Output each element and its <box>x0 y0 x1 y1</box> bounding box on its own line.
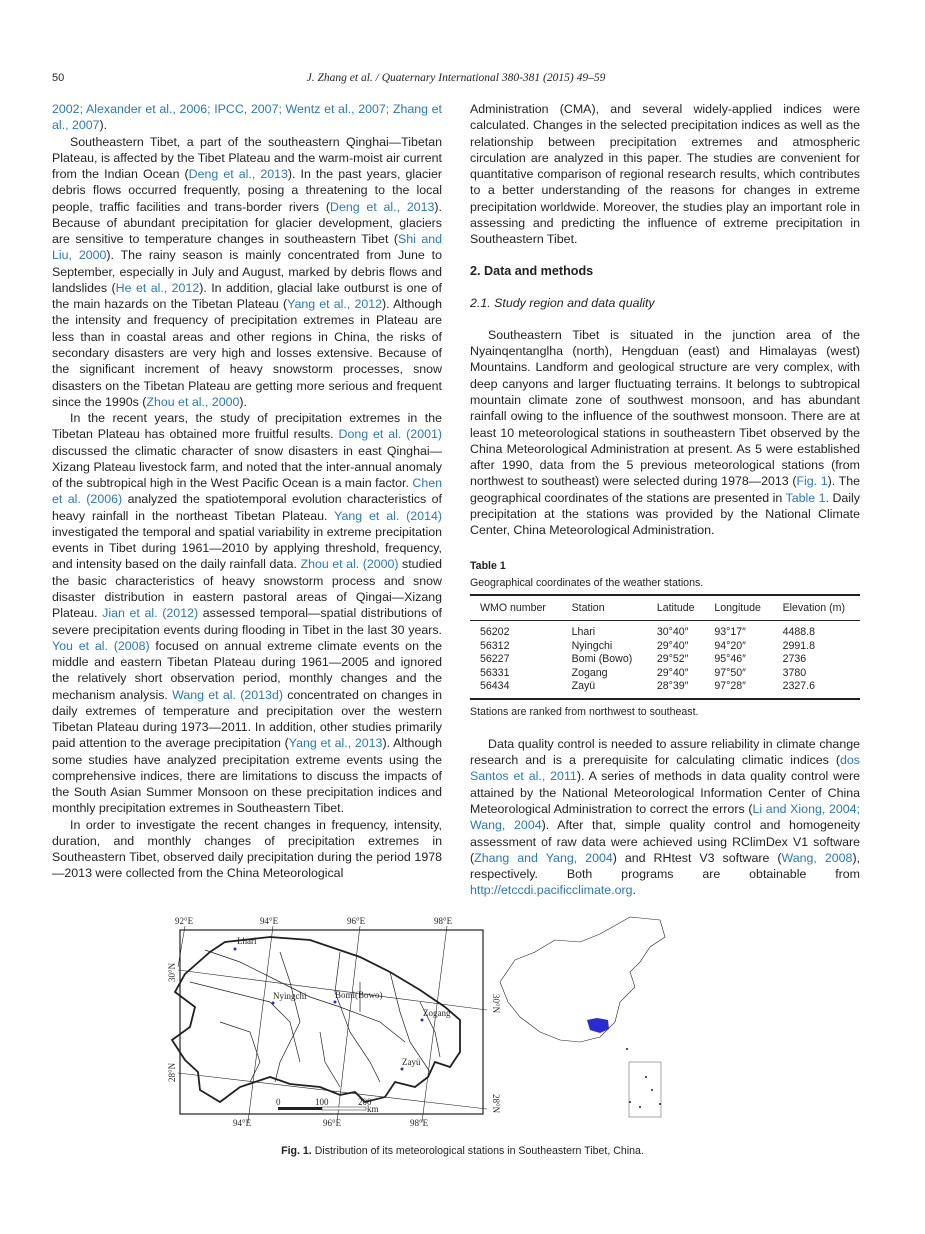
table-cell: 29°40″ <box>656 639 689 652</box>
lon-label: 98°E <box>434 916 453 926</box>
text-run: Data quality control is needed to assure reliability in climate change research and is a prerequisite for calculating climatic indices ( <box>470 736 860 768</box>
table-cell: 97°50″ <box>714 666 746 679</box>
text-run: focused on annual extreme climate events on the middle and eastern Tibetan Plateau during 1961—2005 and ignored the relatively short observation period, monthly changes and the mechanism analysis. <box>52 638 442 702</box>
station-label: Bomi(Bowo) <box>335 990 383 1000</box>
table-cell: 30°40″ <box>656 626 689 639</box>
citation-link[interactable]: 2002; Alexander et al., 2006; IPCC, 2007; Wentz et al., 2007; Zhang et al., 2007 <box>52 102 442 133</box>
station-label: Zayü <box>402 1057 421 1067</box>
table-cell: 28°39″ <box>656 680 689 693</box>
citation-link[interactable]: Shi and Liu, 2000 <box>52 232 442 263</box>
citation-link[interactable]: He et al., 2012 <box>115 280 200 295</box>
citation-link[interactable]: Wang et al. (2013d) <box>172 687 283 702</box>
citation-link[interactable]: http://etccdi.pacificclimate.org <box>470 883 633 898</box>
column-header: WMO number <box>480 601 546 614</box>
table-caption: Geographical coordinates of the weather stations. <box>470 576 704 589</box>
text-run: ). <box>239 394 247 409</box>
table-row <box>470 653 860 667</box>
text-run: ). Although some studies have analyzed precipitation extreme events using the comprehensive indices, there are limitations to discuss the impacts of the South Asian Summer Monsoon on these precipitation indices and monthly precipitation extremes in Southeastern Tibet. <box>52 736 443 816</box>
stations-table <box>470 594 860 700</box>
lon-label: 96°E <box>323 1118 342 1128</box>
text-run: . Daily precipitation at the stations was provided by the National Climate Center, China Meteorological Administration. <box>470 490 860 538</box>
table-row <box>470 680 860 699</box>
citation-link[interactable]: Deng et al., 2013 <box>330 199 435 214</box>
station-label: Zogang <box>423 1008 451 1018</box>
text-run: ). <box>99 118 108 133</box>
column-header: Elevation (m) <box>782 601 845 614</box>
figure-label: Fig. 1. <box>281 1145 312 1157</box>
text-run: ). In addition, glacial lake outburst is one of the main hazards on the Tibetan Plateau ( <box>52 280 443 312</box>
text-run: concentrated on changes in daily extremes of temperature and precipitation over the western Tibetan Plateau during 1973—2011. In addition, other studies primarily paid attention to the average precipitation ( <box>52 687 442 751</box>
intro-paragraph <box>470 101 860 247</box>
station-label: Lhari <box>237 936 257 946</box>
table-cell: 4488.8 <box>782 626 815 639</box>
station-label: Nyingchi <box>273 991 307 1001</box>
table-cell: 93°17″ <box>714 626 746 639</box>
lat-label: 30°N <box>491 994 501 1014</box>
text-run: assessed temporal—spatial distributions of severe precipitation events during flooding in Tibet in the last 30 years. <box>52 606 442 637</box>
table-cell: Bomi (Bowo) <box>571 653 633 666</box>
text-run: ). The rainy season is mainly concentrated from June to September, especially in July and August, marked by debris flows and landslides ( <box>52 248 442 295</box>
journal-citation: J. Zhang et al. / Quaternary International 380-381 (2015) 49–59 <box>306 72 606 84</box>
table-cell: Lhari <box>571 626 596 639</box>
table-cell: 95°46″ <box>714 653 746 666</box>
text-run: In the recent years, the study of precipitation extremes in the Tibetan Plateau has obtained more fruitful results. <box>52 411 442 442</box>
citation-link[interactable]: You et al. (2008) <box>52 638 150 653</box>
text-run: ). Because of abundant precipitation for glacier development, glaciers are sensitive to temperature changes in southeastern Tibet ( <box>52 199 442 247</box>
lat-label: 28°N <box>491 1094 501 1114</box>
citation-link[interactable]: Zhou et al., 2000 <box>146 394 240 409</box>
table-footnote: Stations are ranked from northwest to southeast. <box>470 705 699 718</box>
body-paragraph <box>52 817 442 882</box>
text-run: ). The geographical coordinates of the stations are presented in <box>470 474 860 505</box>
lon-label: 98°E <box>410 1118 429 1128</box>
citation-link[interactable]: Yang et al., 2012 <box>287 297 383 312</box>
table-cell: 2736 <box>782 653 807 666</box>
column-header: Longitude <box>714 601 761 614</box>
text-run: investigated the temporal and spatial variability in extreme precipitation events in Tibet during 1961—2010 by applying threshold, frequency, and intensity based on the daily rainfall data. <box>52 524 442 572</box>
text-run: In order to investigate the recent changes in frequency, intensity, duration, and monthly changes of precipitation extremes in Southeastern Tibet, observed daily precipitation during the period 1978—2013 were collected from the China Meteorological <box>52 817 442 881</box>
citation-link[interactable]: Yang et al. (2014) <box>334 508 442 523</box>
citation-link[interactable]: Yang et al., 2013 <box>288 736 383 751</box>
lon-label: 92°E <box>175 916 194 926</box>
table-row <box>470 640 860 654</box>
table-cell: 97°28″ <box>714 680 746 693</box>
table-cell: 2327.6 <box>782 680 815 693</box>
column-header: Latitude <box>656 601 695 614</box>
right-column <box>470 101 860 899</box>
column-header: Station <box>571 601 605 614</box>
figure-caption <box>0 1145 925 1157</box>
table-cell: Zayü <box>571 680 596 693</box>
text-run: analyzed the spatiotemporal evolution characteristics of heavy rainfall in the northeast Tibetan Plateau. <box>52 492 442 523</box>
scale-label: 100 <box>315 1097 329 1107</box>
citation-link[interactable]: Li and Xiong, 2004; Wang, 2004 <box>470 802 860 833</box>
station-markers <box>234 948 424 1071</box>
lon-label: 94°E <box>260 916 279 926</box>
section-heading: 2. Data and methods <box>470 264 594 279</box>
text-run: ). Although the intensity and frequency of precipitation extremes in Plateau are less than in coastal areas and other regions in China, the risks of secondary disasters are very high and losses extensive. Because of the significant increment of heavy snowstorm processes, snow disasters on the Tibetan Plateau are getting more serious and frequent since the 1990s ( <box>52 297 442 409</box>
citation-link[interactable]: Wang, 2008 <box>781 850 853 865</box>
subsection-heading: 2.1. Study region and data quality <box>470 295 655 310</box>
citation-link[interactable]: Fig. 1 <box>796 474 828 489</box>
text-run: Administration (CMA), and several widely-applied indices were calculated. Changes in the selected precipitation indices as well as the relationship between precipitation extremes and atmospheric circulation are analyzed in this paper. The studies are convenient for quantitative comparison of regional research results, which contributes to a better understanding of the reasons for changes in extreme precipitation worldwide. Moreover, the studies play an important role in assessing and predicting the influence of extreme precipitation in Southeastern Tibet. <box>470 102 860 247</box>
citation-link[interactable]: Jian et al. (2012) <box>102 606 199 621</box>
citation-link[interactable]: Chen et al. (2006) <box>52 476 442 507</box>
table-cell: 56312 <box>480 639 510 652</box>
text-run: studied the basic characteristics of heavy snowstorm process and snow disaster distribution in eastern pastoral areas of Qingai—Xizang Plateau. <box>52 557 442 621</box>
table-cell: 3780 <box>782 666 807 679</box>
text-run: . <box>632 883 636 898</box>
data-quality-paragraph <box>470 736 860 899</box>
citation-link[interactable]: dos Santos et al., 2011 <box>470 753 860 784</box>
citation-link[interactable]: Deng et al., 2013 <box>188 167 288 182</box>
citation-link[interactable]: Zhou et al. (2000) <box>300 557 399 572</box>
table-cell: 29°52″ <box>656 653 689 666</box>
citation-link[interactable]: Zhang and Yang, 2004 <box>474 850 613 865</box>
study-region-map <box>167 916 501 1128</box>
text-run: discussed the climatic character of snow disasters in east Qinghai—Xizang Plateau livestock farm, and noted that the inter-annual anomaly of the subtropical high in the West Pacific Ocean is a main factor. <box>52 443 442 491</box>
figure-caption-text: Distribution of its meteorological stations in Southeastern Tibet, China. <box>314 1145 644 1157</box>
study-region-paragraph <box>470 327 860 538</box>
text-run: Southeastern Tibet is situated in the junction area of the Nyainqentanglha (north), Hengduan (east) and Himalayas (west) Mountains. Landform and geological structure are very complex, with deep canyons and larger fluctuating terrains. It belongs to subtropical mountain climate zone of southwest monsoon, and has abundant rainfall owing to the influence of the southwest monsoon. There are at least 10 meteorological stations in southeastern Tibet observed by the China Meteorological Administration at present. As 5 were established after 1990, data from the 5 previous meteorological stations (from northwest to southeast) were selected during 1978—2013 ( <box>470 327 860 489</box>
text-run: ). In the past years, glacier debris flows occurred frequently, posing a threatening to the local people, traffic facilities and trans-border rivers ( <box>52 167 442 214</box>
table-row <box>470 621 860 640</box>
left-column <box>52 101 442 882</box>
table-cell: Zogang <box>571 666 608 679</box>
table-cell: 56202 <box>480 626 510 639</box>
scale-label: km <box>367 1104 379 1114</box>
text-run: Southeastern Tibet, a part of the southeastern Qinghai—Tibetan Plateau, is affected by the Tibet Plateau and the warm-moist air current from the Indian Ocean ( <box>52 134 442 182</box>
lon-label: 94°E <box>233 1118 252 1128</box>
lon-label: 96°E <box>347 916 366 926</box>
body-paragraph <box>52 134 442 411</box>
table-cell: 29°40″ <box>656 666 689 679</box>
table-cell: 56227 <box>480 653 510 666</box>
figure-1 <box>160 912 780 1137</box>
text-run: ), respectively. Both programs are obtainable from <box>470 850 861 882</box>
page-number: 50 <box>52 72 65 84</box>
table-row <box>470 667 860 681</box>
table-cell: 94°20″ <box>714 639 746 652</box>
body-paragraph <box>52 410 442 817</box>
text-run: ) and RHtest V3 software ( <box>612 850 782 865</box>
table-cell: 56434 <box>480 680 510 693</box>
scale-label: 200 <box>358 1097 372 1107</box>
body-paragraph <box>52 101 442 134</box>
text-run: ). A series of methods in data quality control were attained by the National Meteorological Information Center of China Meteorological Administration to correct the errors ( <box>470 769 860 816</box>
citation-link[interactable]: Table 1 <box>785 490 826 505</box>
table-1 <box>470 558 860 720</box>
text-run: ). After that, simple quality control and homogeneity assessment of raw data were achieved using RClimDex V1 software ( <box>470 818 860 865</box>
citation-link[interactable]: Dong et al. (2001) <box>338 427 443 442</box>
table-label: Table 1 <box>470 560 506 573</box>
table-cell: 56331 <box>480 666 510 679</box>
scale-label: 0 <box>276 1097 281 1107</box>
table-cell: 2991.8 <box>782 639 815 652</box>
table-cell: Nyingchi <box>571 639 613 652</box>
lat-label: 28°N <box>167 1062 177 1082</box>
china-inset-map <box>500 917 665 1117</box>
lat-label: 30°N <box>167 962 177 982</box>
